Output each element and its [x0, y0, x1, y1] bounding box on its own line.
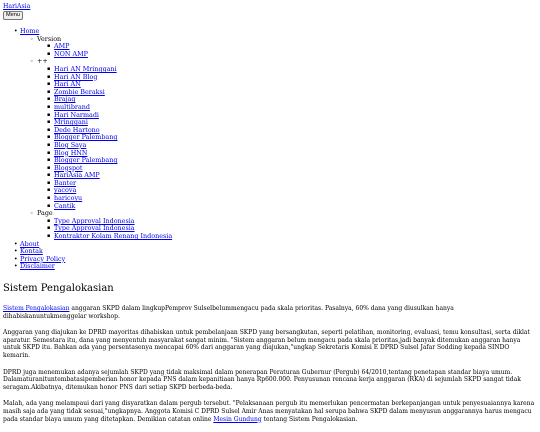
article-paragraph-4 [3, 400, 535, 423]
nav-item-home [20, 28, 535, 241]
list-item [54, 66, 535, 74]
nav-link-dede-hartono[interactable]: Dede Hartono [54, 125, 100, 134]
nav-item-privacy [20, 256, 535, 264]
nav-link-blog-hnn[interactable]: Blog HNN [54, 148, 88, 157]
nav-link-blogger-palembang[interactable]: Blogger Palembang [54, 133, 118, 142]
site-logo: HariAsia [3, 3, 31, 10]
list-item [54, 203, 535, 211]
nav-link-blogspot[interactable]: Blogspot [54, 163, 83, 172]
nav-link-zombie-beraksi[interactable]: Zombie Beraksi [54, 87, 105, 96]
list-item [54, 104, 535, 112]
nav-item-amp [54, 43, 535, 51]
version-list [37, 43, 535, 58]
page-wrapper [3, 3, 535, 432]
nav-item-kontak [20, 248, 535, 256]
nav-link-hari-narmadi[interactable]: Hari Narmadi [54, 110, 99, 119]
nav-link-multibrand[interactable]: multibrand [54, 102, 90, 111]
nav-link-privacy-policy[interactable]: Privacy Policy [20, 254, 66, 263]
nav-link-type-approval-2[interactable]: Type Approval Indonesia [54, 224, 135, 233]
nav-link-kontraktor-kolam[interactable]: Kontraktor Kolam Renang Indonesia [54, 232, 173, 241]
list-item [54, 81, 535, 89]
nav-link-disclaimer[interactable]: Disclaimer [20, 262, 55, 271]
article-paragraph-2: Anggaran yang diajukan ke DPRD mayoritas dihabiskan untuk pembelanjaan SKPD yang bersangkutan, seperti pelatihan, monitoring, evaluasi, temu konsultasi, serta diklat aparatur. Semestara itu, dana yang menyentuh masyarakat sangat minim. "Sistem anggaran belum mengacu pada skala prioritas,jadi banyak ditemukan anggaran hanya untuk SKPD itu. Bahkan ada yang persentasenya mencapai 60% dari anggaran yang diajukan,"ungkap Sekretaris Komisi E DPRD Sulsel Jafar Sodding kepada SINDO kemarin. [3, 329, 530, 359]
nav-link-home[interactable]: Home [20, 27, 40, 35]
nav-link-hari-an[interactable]: Hari AN [54, 80, 81, 89]
nav-group-page [37, 210, 535, 240]
nav-link-blog-saya[interactable]: Blog Saya [54, 140, 87, 149]
article-text: anggaran SKPD dalam lingkupPemprov Sulselbelummengacu pada skala prioritas. Pasalnya, 60% dana yang diusulkan hanya dihabiskanuntukmenggelar workshop. [3, 305, 454, 320]
nav-link-yacova[interactable]: yacova [54, 186, 77, 195]
list-item [54, 172, 535, 180]
nav-submenu [20, 36, 535, 241]
nav-link-mringgani[interactable]: Mringgani [54, 118, 88, 127]
nav-link-brajag[interactable]: Brajag [54, 95, 76, 104]
list-item [54, 112, 535, 120]
nav-item-non-amp [54, 51, 535, 59]
list-item [54, 150, 535, 158]
list-item [54, 96, 535, 104]
article-text: Malah, ada yang melampaui dari yang disyaratkan dalam pergub tersebut. "Pelaksanaan pergub itu memerlukan pencermatan berkepanjangan untuk penyesuaiannya karena masih saja ada yang tidak sesuai,"ungkapnya. Anggota Komisi C DPRD Sulsel Amir Anas menyatakan hal serupa bahwa SKPD dalam menyusun anggarannya harus mengacu pada standar biaya umum yang ditetapkan. Demikian catatan online [3, 400, 535, 423]
list-item [54, 233, 535, 241]
article-text: tentang Sistem Pengalokasian. [261, 415, 358, 423]
nav-link-blogger-palembang-2[interactable]: Blogger Palembang [54, 156, 118, 165]
nav-link-hari-an-mringgani[interactable]: Hari AN Mringgani [54, 64, 117, 73]
nav-item-about [20, 241, 535, 249]
list-item [54, 180, 535, 188]
nav-item-disclaimer [20, 263, 535, 271]
list-item [54, 142, 535, 150]
list-item [54, 187, 535, 195]
site-logo-link[interactable] [3, 3, 39, 10]
list-item [54, 89, 535, 97]
nav-link-non-amp[interactable]: NON AMP [54, 49, 88, 58]
article-link-mesin-gundung[interactable]: Mesin Gundung [213, 415, 262, 423]
nav-link-hari-an-blog[interactable]: Hari AN Blog [54, 72, 98, 81]
nav-link-banter[interactable]: Banter [54, 178, 77, 187]
menu-button[interactable]: Menu [3, 11, 23, 20]
nav-link-kontak[interactable]: Kontak [20, 247, 43, 256]
article-link-sistem[interactable]: Sistem Pengalokasian [3, 305, 70, 312]
list-item [54, 134, 535, 142]
nav-group-label-page: Page [37, 209, 53, 218]
nav-group-more [37, 58, 535, 210]
list-item [54, 157, 535, 165]
nav-group-label-more: ++ [37, 57, 48, 66]
nav-group-label-version: Version [37, 34, 62, 43]
list-item [54, 195, 535, 203]
nav-link-amp[interactable]: AMP [54, 42, 70, 51]
list-item [54, 165, 535, 173]
nav-link-type-approval-1[interactable]: Type Approval Indonesia [54, 216, 135, 225]
more-list [37, 66, 535, 210]
nav-link-haricoyu[interactable]: haricoyu [54, 194, 83, 203]
nav-link-cantik[interactable]: Cantik [54, 201, 76, 210]
article-paragraph-1 [3, 305, 535, 320]
nav-group-version [37, 36, 535, 59]
nav-link-hariasia-amp[interactable]: HariAsia AMP [54, 171, 100, 180]
article-title: Sistem Pengalokasian [3, 283, 114, 294]
article-paragraph-3: DPRD juga menemukan adanya sejumlah SKPD yang tidak maksimal dalam penerapan Peraturan Gubernur (Pergub) 64/2010,tentang penetapan standar biaya umum. Dalamaturanituntembatasipemberian honor kepada PNS dalam kepanitiaan hanya Rp600.000. Penyusunan rencana kerja anggaran (RKA) di sejumlah SKPD sangat tidak seragam.Akibatnya, ditemukan honor PNS dari setiap SKPD berbeda-beda. [3, 368, 521, 391]
list-item [54, 119, 535, 127]
list-item [54, 74, 535, 82]
page-list [37, 218, 535, 241]
main-nav [3, 28, 535, 271]
nav-link-about[interactable]: About [20, 239, 40, 248]
list-item [54, 127, 535, 135]
